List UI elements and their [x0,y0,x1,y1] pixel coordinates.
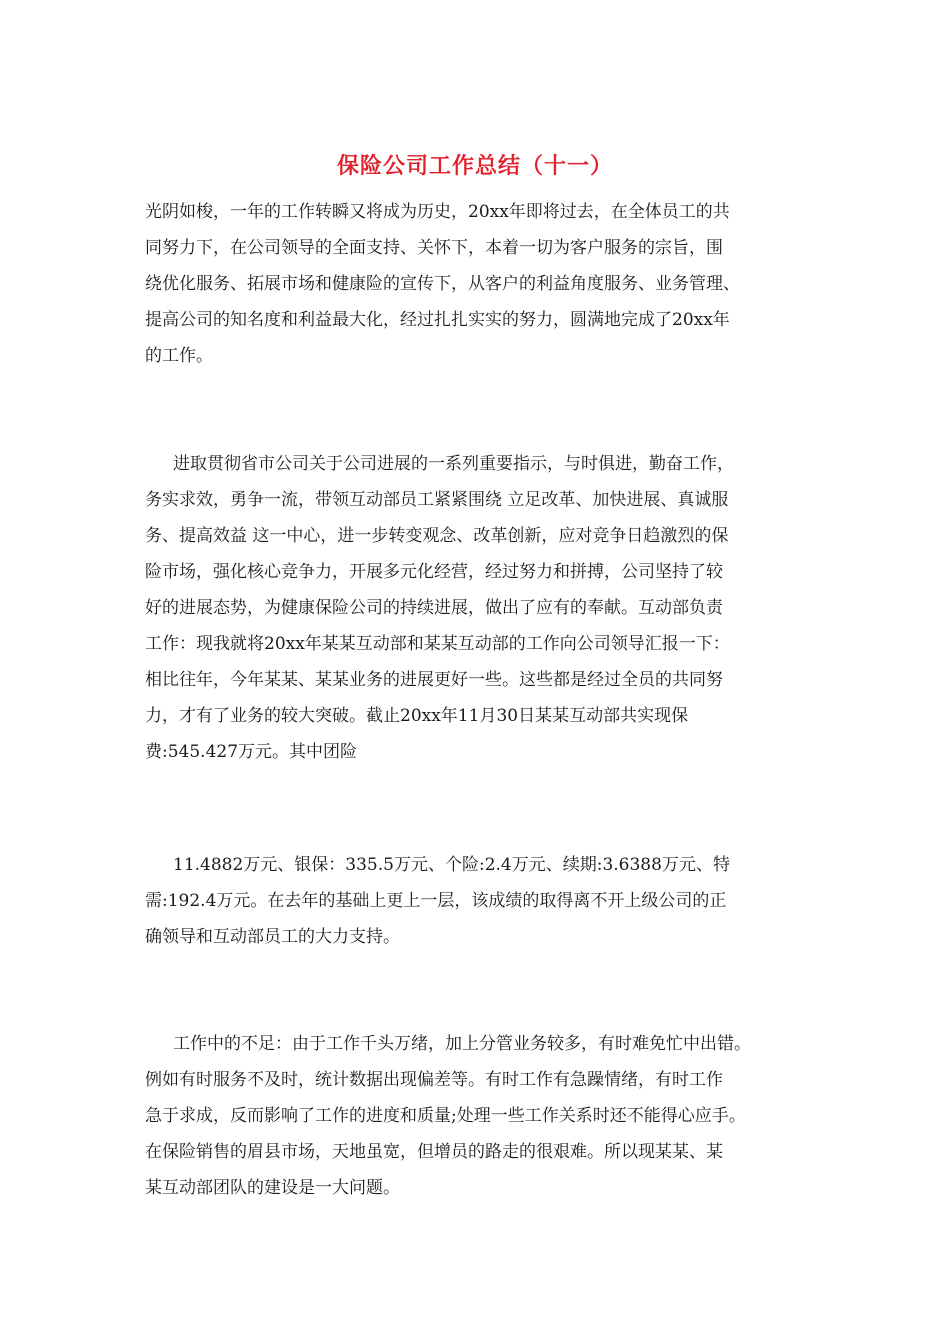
text-line: 费:545.427万元。其中团险 [145,742,358,762]
text-line: 确领导和互动部员工的大力支持。 [145,927,400,947]
text-line: 相比往年，今年某某、某某业务的进展更好一些。这些都是经过全员的共同努 [145,670,723,690]
text-line: 某互动部团队的建设是一大问题。 [145,1178,400,1198]
document-title: 保险公司工作总结（十一） [336,153,613,179]
text-line: 例如有时服务不及时，统计数据出现偏差等。有时工作有急躁情绪，有时工作 [145,1070,723,1090]
text-line: 在保险销售的眉县市场，天地虽宽，但增员的路走的很艰难。所以现某某、某 [145,1142,723,1162]
text-line: 提高公司的知名度和利益最大化，经过扎扎实实的努力，圆满地完成了20xx年 [145,310,730,330]
text-line: 务、提高效益 这一中心，进一步转变观念、改革创新，应对竞争日趋激烈的保 [145,526,729,546]
text-line: 绕优化服务、拓展市场和健康险的宣传下，从客户的利益角度服务、业务管理、 [145,274,740,294]
text-line: 同努力下，在公司领导的全面支持、关怀下，本着一切为客户服务的宗旨，围 [145,238,723,258]
text-line: 急于求成，反而影响了工作的进度和质量;处理一些工作关系时还不能得心应手。 [145,1106,746,1126]
text-line: 需:192.4万元。在去年的基础上更上一层，该成绩的取得离不开上级公司的正 [145,891,727,911]
text-line: 光阴如梭，一年的工作转瞬又将成为历史，20xx年即将过去，在全体员工的共 [145,202,730,222]
text-line: 好的进展态势，为健康保险公司的持续进展，做出了应有的奉献。互动部负责 [145,598,723,618]
text-line: 工作中的不足：由于工作千头万绪，加上分管业务较多，有时难免忙中出错。 [173,1034,751,1054]
text-line: 的工作。 [145,346,213,366]
text-line: 进取贯彻省市公司关于公司进展的一系列重要指示，与时俱进，勤奋工作， [173,454,734,474]
paragraph-1 [145,194,825,374]
text-line: 11.4882万元、银保：335.5万元、个险:2.4万元、续期:3.6388万元、特 [173,855,730,875]
paragraph-2 [145,446,825,770]
paragraph-3 [145,847,825,955]
text-line: 务实求效，勇争一流，带领互动部员工紧紧围绕 立足改革、加快进展、真诚服 [145,490,729,510]
text-line: 险市场，强化核心竞争力，开展多元化经营，经过努力和拼搏，公司坚持了较 [145,562,723,582]
text-line: 力，才有了业务的较大突破。截止20xx年11月30日某某互动部共实现保 [145,706,689,726]
paragraph-4 [145,1026,825,1206]
text-line: 工作：现我就将20xx年某某互动部和某某互动部的工作向公司领导汇报一下： [145,634,730,654]
